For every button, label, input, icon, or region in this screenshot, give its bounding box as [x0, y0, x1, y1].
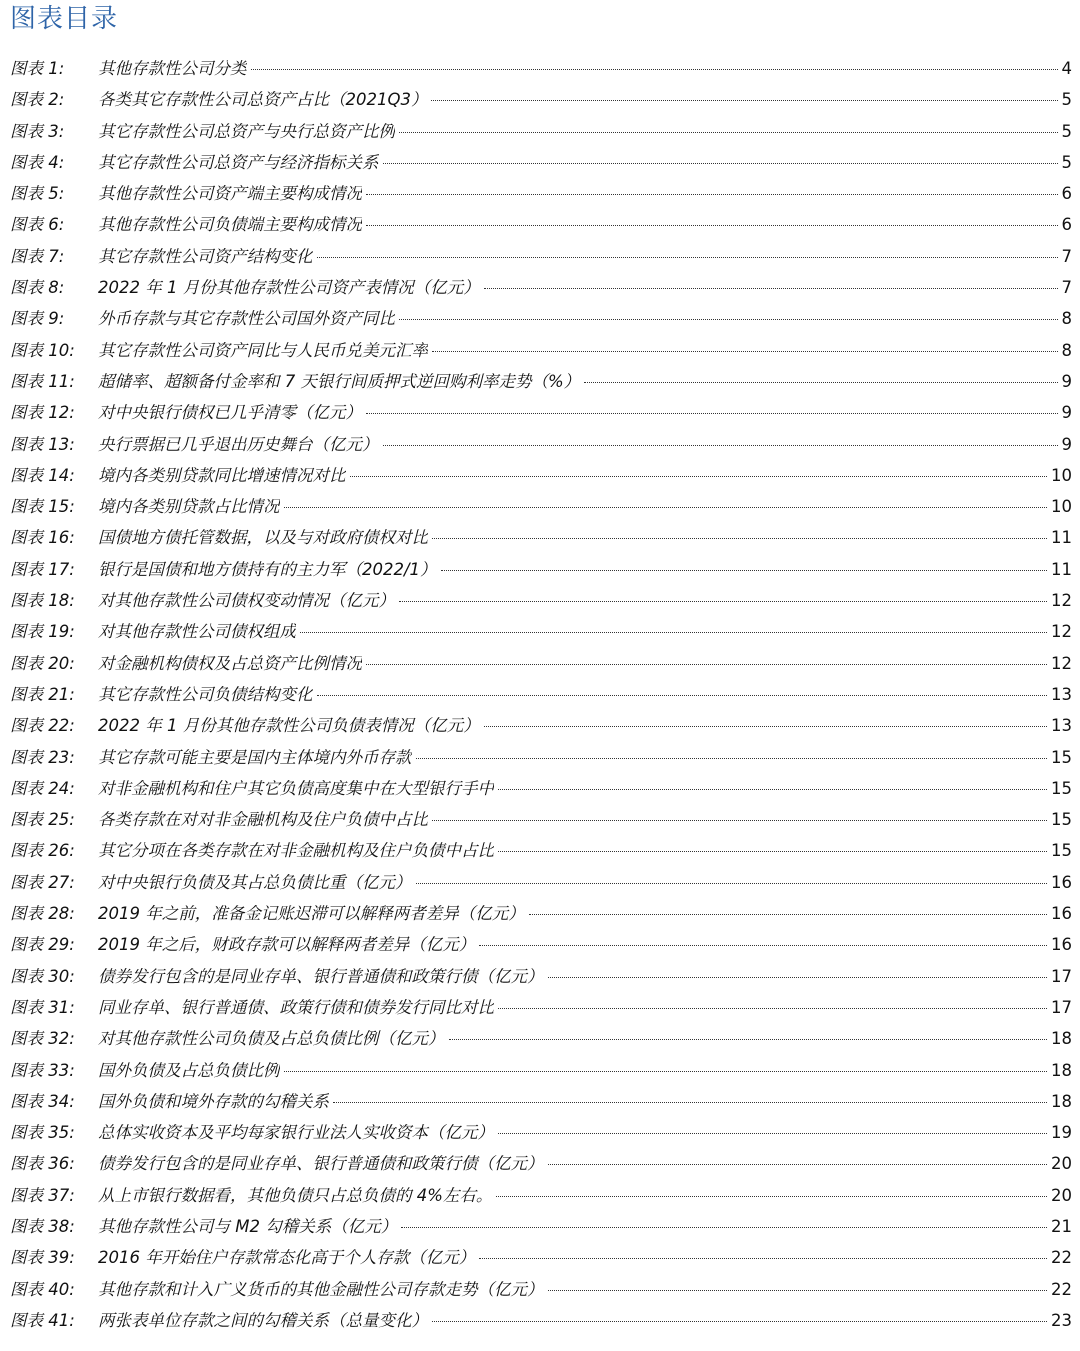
toc-entry-label: 图表 24:: [10, 778, 75, 798]
toc-entry[interactable]: [10, 431, 1072, 462]
toc-entry-title: 外币存款与其它存款性公司国外资产同比: [98, 309, 395, 329]
toc-entry-label: 图表 31:: [10, 997, 75, 1017]
toc-entry[interactable]: [10, 211, 1072, 242]
toc-dot-leader: [548, 1290, 1048, 1291]
toc-dot-leader: [401, 1227, 1047, 1228]
toc-entry-page-number: 17: [1051, 997, 1072, 1017]
toc-dot-leader: [399, 132, 1058, 133]
toc-entry[interactable]: [10, 1119, 1072, 1150]
toc-entry-title: 对非金融机构和住户其它负债高度集中在大型银行手中: [98, 778, 494, 798]
toc-entry-label: 图表 15:: [10, 497, 75, 517]
toc-dot-leader: [498, 851, 1047, 852]
toc-entry[interactable]: [10, 524, 1072, 555]
toc-entry-label: 图表 8:: [10, 278, 65, 298]
toc-dot-leader: [548, 1164, 1048, 1165]
toc-entry-page-number: 22: [1051, 1248, 1072, 1268]
toc-entry-title: 对其他存款性公司债权变动情况（亿元）: [98, 591, 395, 611]
toc-dot-leader: [300, 632, 1047, 633]
toc-entry-label: 图表 4:: [10, 152, 65, 172]
toc-entry-page-number: 11: [1051, 559, 1072, 579]
toc-entry-page-number: 16: [1051, 935, 1072, 955]
toc-entry[interactable]: [10, 963, 1072, 994]
toc-entry-label: 图表 18:: [10, 591, 75, 611]
toc-entry[interactable]: [10, 1150, 1072, 1181]
toc-dot-leader: [383, 445, 1058, 446]
toc-entry-label: 图表 17:: [10, 559, 75, 579]
toc-dot-leader: [529, 914, 1047, 915]
toc-entry-label: 图表 22:: [10, 716, 75, 736]
toc-entry-page-number: 12: [1051, 653, 1072, 673]
toc-entry-page-number: 7: [1061, 246, 1072, 266]
toc-dot-leader: [366, 194, 1058, 195]
toc-entry-label: 图表 21:: [10, 684, 75, 704]
toc-entry-title: 其他存款性公司资产端主要构成情况: [98, 184, 362, 204]
toc-entry-label: 图表 13:: [10, 434, 75, 454]
toc-dot-leader: [498, 789, 1047, 790]
toc-entry-title: 两张表单位存款之间的勾稽关系（总量变化）: [98, 1310, 428, 1330]
toc-entry[interactable]: [10, 744, 1072, 775]
toc-entry-title: 其它存款性公司负债结构变化: [98, 684, 313, 704]
toc-entry-title: 各类存款在对对非金融机构及住户负债中占比: [98, 810, 428, 830]
toc-dot-leader: [366, 664, 1047, 665]
toc-entry-title: 对其他存款性公司负债及占总负债比例（亿元）: [98, 1029, 445, 1049]
toc-entry-title: 国债地方债托管数据，以及与对政府债权对比: [98, 528, 428, 548]
toc-entry[interactable]: [10, 1213, 1072, 1244]
toc-entry-page-number: 18: [1051, 1091, 1072, 1111]
toc-entry-title: 2019 年之后，财政存款可以解释两者差异（亿元）: [98, 935, 476, 955]
toc-dot-leader: [496, 1196, 1047, 1197]
toc-entry[interactable]: [10, 118, 1072, 149]
toc-entry-label: 图表 28:: [10, 904, 75, 924]
toc-entry-page-number: 20: [1051, 1185, 1072, 1205]
toc-dot-leader: [484, 288, 1058, 289]
toc-entry-label: 图表 33:: [10, 1060, 75, 1080]
toc-entry-title: 2019 年之前，准备金记账迟滞可以解释两者差异（亿元）: [98, 904, 525, 924]
toc-dot-leader: [333, 1102, 1047, 1103]
toc-entry[interactable]: [10, 305, 1072, 336]
toc-entry-label: 图表 2:: [10, 90, 65, 110]
toc-entry-label: 图表 11:: [10, 371, 75, 391]
toc-entry-page-number: 16: [1051, 872, 1072, 892]
toc-entry-page-number: 6: [1061, 215, 1072, 235]
toc-entry-page-number: 10: [1051, 497, 1072, 517]
toc-entry-label: 图表 36:: [10, 1154, 75, 1174]
toc-entry-title: 对中央银行债权已几乎清零（亿元）: [98, 403, 362, 423]
toc-dot-leader: [432, 351, 1058, 352]
toc-entry-page-number: 4: [1061, 59, 1072, 78]
toc-entry[interactable]: [10, 1088, 1072, 1119]
toc-entry-label: 图表 41:: [10, 1310, 75, 1330]
toc-dot-leader: [548, 977, 1048, 978]
toc-entry[interactable]: [10, 587, 1072, 618]
toc-entry-page-number: 17: [1051, 966, 1072, 986]
toc-entry[interactable]: [10, 650, 1072, 681]
toc-entry-page-number: 12: [1051, 622, 1072, 642]
toc-entry-title: 其他存款和计入广义货币的其他金融性公司存款走势（亿元）: [98, 1279, 544, 1299]
toc-entry[interactable]: [10, 149, 1072, 180]
toc-entry-label: 图表 35:: [10, 1123, 75, 1143]
toc-entry[interactable]: [10, 1057, 1072, 1088]
toc-entry-title: 其它存款性公司资产同比与人民币兑美元汇率: [98, 340, 428, 360]
toc-entry[interactable]: [10, 493, 1072, 524]
toc-entry-page-number: 5: [1061, 90, 1072, 110]
toc-entry-title: 其它存款性公司资产结构变化: [98, 246, 313, 266]
toc-entry-label: 图表 27:: [10, 872, 75, 892]
toc-entry-title: 国外负债和境外存款的勾稽关系: [98, 1091, 329, 1111]
toc-dot-leader: [484, 726, 1047, 727]
toc-entry[interactable]: [10, 1244, 1072, 1275]
toc-entry-page-number: 23: [1051, 1310, 1072, 1330]
toc-entry[interactable]: [10, 994, 1072, 1025]
toc-entry[interactable]: [10, 180, 1072, 211]
toc-entry-title: 同业存单、银行普通债、政策行债和债券发行同比对比: [98, 997, 494, 1017]
toc-entry-title: 其它存款性公司总资产与经济指标关系: [98, 152, 379, 172]
toc-entry-title: 2022 年 1 月份其他存款性公司负债表情况（亿元）: [98, 716, 480, 736]
toc-dot-leader: [284, 1071, 1048, 1072]
toc-entry[interactable]: [10, 1182, 1072, 1213]
toc-entry-page-number: 15: [1051, 778, 1072, 798]
toc-entry-page-number: 18: [1051, 1029, 1072, 1049]
toc-entry-page-number: 9: [1061, 403, 1072, 423]
toc-entry[interactable]: [10, 900, 1072, 931]
toc-entry-title: 银行是国债和地方债持有的主力军（2022/1）: [98, 559, 437, 579]
toc-entry-page-number: 19: [1051, 1123, 1072, 1143]
toc-dot-leader: [317, 695, 1048, 696]
toc-entry[interactable]: [10, 837, 1072, 868]
toc-entry-title: 2022 年 1 月份其他存款性公司资产表情况（亿元）: [98, 278, 480, 298]
toc-entry-title: 总体实收资本及平均每家银行业法人实收资本（亿元）: [98, 1123, 494, 1143]
toc-entry-page-number: 5: [1061, 121, 1072, 141]
toc-entry-label: 图表 34:: [10, 1091, 75, 1111]
toc-entry-title: 从上市银行数据看，其他负债只占总负债的 4%左右。: [98, 1185, 493, 1205]
toc-entry-title: 其他存款性公司分类: [98, 59, 247, 78]
toc-dot-leader: [350, 476, 1048, 477]
page-title: 图表目录: [10, 4, 119, 34]
toc-entry-title: 其他存款性公司与 M2 勾稽关系（亿元）: [98, 1216, 398, 1236]
toc-entry-label: 图表 19:: [10, 622, 75, 642]
toc-entry-page-number: 7: [1061, 278, 1072, 298]
toc-entry-page-number: 6: [1061, 184, 1072, 204]
toc-dot-leader: [432, 1321, 1047, 1322]
toc-entry-title: 超储率、超额备付金率和 7 天银行间质押式逆回购利率走势（%）: [98, 371, 581, 391]
toc-entry-page-number: 15: [1051, 841, 1072, 861]
toc-dot-leader: [479, 945, 1047, 946]
toc-entry-label: 图表 20:: [10, 653, 75, 673]
toc-dot-leader: [498, 1008, 1047, 1009]
toc-entry-page-number: 15: [1051, 810, 1072, 830]
toc-entry-title: 国外负债及占总负债比例: [98, 1060, 280, 1080]
toc-dot-leader: [584, 382, 1057, 383]
toc-dot-leader: [366, 413, 1058, 414]
toc-entry-label: 图表 40:: [10, 1279, 75, 1299]
toc-dot-leader: [399, 601, 1047, 602]
toc-entry-title: 各类其它存款性公司总资产占比（2021Q3）: [98, 90, 428, 110]
toc-entry-page-number: 22: [1051, 1279, 1072, 1299]
toc-dot-leader: [479, 1258, 1047, 1259]
toc-dot-leader: [449, 1039, 1048, 1040]
toc-dot-leader: [498, 1133, 1047, 1134]
toc-entry-title: 央行票据已几乎退出历史舞台（亿元）: [98, 434, 379, 454]
toc-dot-leader: [284, 507, 1048, 508]
toc-entry-title: 其他存款性公司负债端主要构成情况: [98, 215, 362, 235]
toc-entry[interactable]: [10, 368, 1072, 399]
toc-entry-label: 图表 30:: [10, 966, 75, 986]
toc-entry-label: 图表 12:: [10, 403, 75, 423]
toc-dot-leader: [431, 100, 1057, 101]
toc-entry-label: 图表 6:: [10, 215, 65, 235]
toc-entry-label: 图表 7:: [10, 246, 65, 266]
toc-entry-label: 图表 16:: [10, 528, 75, 548]
toc-list: [10, 55, 1072, 1338]
toc-entry-page-number: 9: [1061, 434, 1072, 454]
toc-entry-page-number: 13: [1051, 684, 1072, 704]
toc-entry[interactable]: [10, 806, 1072, 837]
toc-entry-page-number: 10: [1051, 465, 1072, 485]
toc-entry[interactable]: [10, 337, 1072, 368]
toc-dot-leader: [317, 257, 1058, 258]
toc-entry-label: 图表 14:: [10, 465, 75, 485]
toc-entry-title: 对中央银行负债及其占总负债比重（亿元）: [98, 872, 412, 892]
toc-entry[interactable]: [10, 712, 1072, 743]
toc-entry-page-number: 13: [1051, 716, 1072, 736]
toc-dot-leader: [383, 163, 1058, 164]
toc-entry-title: 对其他存款性公司债权组成: [98, 622, 296, 642]
toc-entry-title: 境内各类别贷款同比增速情况对比: [98, 465, 346, 485]
toc-entry-label: 图表 39:: [10, 1248, 75, 1268]
toc-entry-label: 图表 3:: [10, 121, 65, 141]
toc-entry-title: 债券发行包含的是同业存单、银行普通债和政策行债（亿元）: [98, 966, 544, 986]
toc-entry-page-number: 12: [1051, 591, 1072, 611]
toc-entry-label: 图表 10:: [10, 340, 75, 360]
toc-entry-page-number: 15: [1051, 747, 1072, 767]
toc-entry-page-number: 9: [1061, 371, 1072, 391]
toc-entry[interactable]: [10, 1307, 1072, 1338]
toc-entry-title: 其它分项在各类存款在对非金融机构及住户负债中占比: [98, 841, 494, 861]
toc-dot-leader: [416, 883, 1048, 884]
toc-entry-page-number: 8: [1061, 340, 1072, 360]
toc-entry-label: 图表 37:: [10, 1185, 75, 1205]
toc-entry[interactable]: [10, 1025, 1072, 1056]
toc-dot-leader: [416, 758, 1048, 759]
toc-entry[interactable]: [10, 1276, 1072, 1307]
toc-entry-label: 图表 25:: [10, 810, 75, 830]
toc-entry-page-number: 8: [1061, 309, 1072, 329]
toc-entry[interactable]: [10, 55, 1072, 86]
toc-entry-page-number: 21: [1051, 1216, 1072, 1236]
toc-entry-label: 图表 32:: [10, 1029, 75, 1049]
toc-entry-label: 图表 1:: [10, 59, 65, 78]
toc-entry-label: 图表 9:: [10, 309, 65, 329]
toc-dot-leader: [399, 319, 1058, 320]
toc-dot-leader: [441, 570, 1047, 571]
toc-dot-leader: [366, 225, 1058, 226]
toc-entry-label: 图表 29:: [10, 935, 75, 955]
toc-entry[interactable]: [10, 931, 1072, 962]
toc-entry-page-number: 11: [1051, 528, 1072, 548]
toc-entry[interactable]: [10, 462, 1072, 493]
toc-entry-page-number: 5: [1061, 152, 1072, 172]
toc-entry[interactable]: [10, 243, 1072, 274]
toc-entry-page-number: 18: [1051, 1060, 1072, 1080]
toc-entry[interactable]: [10, 274, 1072, 305]
toc-entry-page-number: 20: [1051, 1154, 1072, 1174]
toc-entry-label: 图表 38:: [10, 1216, 75, 1236]
toc-entry-title: 其它存款性公司总资产与央行总资产比例: [98, 121, 395, 141]
toc-entry-title: 其它存款可能主要是国内主体境内外币存款: [98, 747, 412, 767]
toc-entry-title: 境内各类别贷款占比情况: [98, 497, 280, 517]
toc-entry-title: 对金融机构债权及占总资产比例情况: [98, 653, 362, 673]
toc-entry-title: 2016 年开始住户存款常态化高于个人存款（亿元）: [98, 1248, 476, 1268]
toc-entry[interactable]: [10, 556, 1072, 587]
toc-dot-leader: [432, 820, 1047, 821]
toc-entry[interactable]: [10, 618, 1072, 649]
toc-entry[interactable]: [10, 681, 1072, 712]
toc-dot-leader: [251, 69, 1058, 70]
toc-entry-label: 图表 26:: [10, 841, 75, 861]
toc-dot-leader: [432, 538, 1047, 539]
toc-entry-label: 图表 5:: [10, 184, 65, 204]
toc-entry[interactable]: [10, 86, 1072, 117]
toc-entry-label: 图表 23:: [10, 747, 75, 767]
toc-entry[interactable]: [10, 869, 1072, 900]
toc-entry[interactable]: [10, 399, 1072, 430]
toc-entry-title: 债券发行包含的是同业存单、银行普通债和政策行债（亿元）: [98, 1154, 544, 1174]
toc-entry[interactable]: [10, 775, 1072, 806]
toc-entry-page-number: 16: [1051, 904, 1072, 924]
